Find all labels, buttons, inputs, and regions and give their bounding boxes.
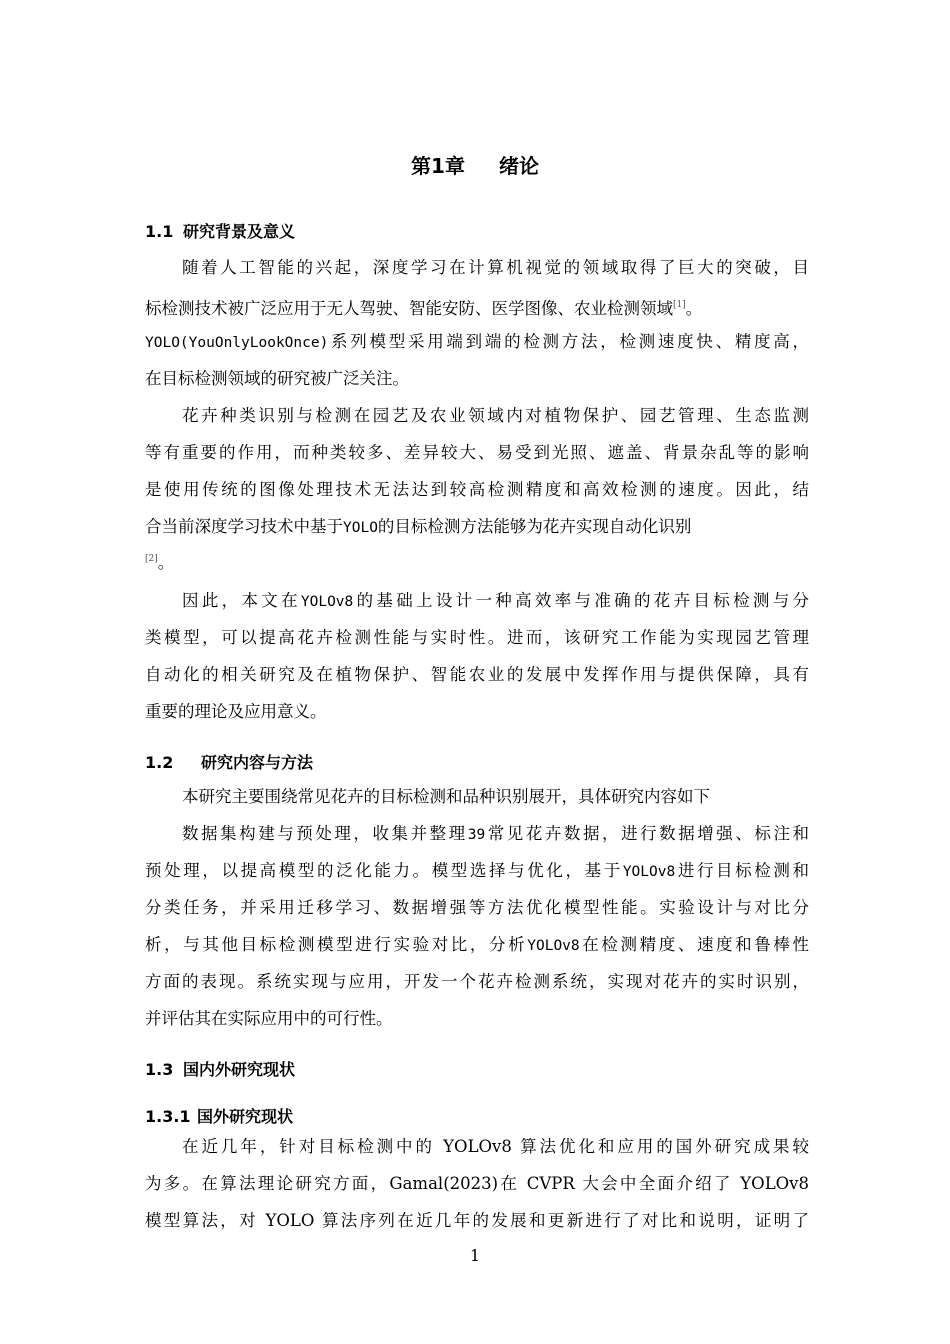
paragraph-line: 等有重要的作用，而种类较多、差异较大、易受到光照、遮盖、背景杂乱等的影响 xyxy=(145,443,809,462)
paragraph-line: 方面的表现。系统实现与应用，开发一个花卉检测系统，实现对花卉的实时识别， xyxy=(145,972,809,991)
citation-ref[interactable]: [1] xyxy=(673,300,686,310)
paragraph-line: 在目标检测领域的研究被广泛关注。 xyxy=(145,369,409,388)
paragraph-line: 因此，本文在YOLOv8的基础上设计一种高效率与准确的花卉目标检测与分 xyxy=(182,591,809,610)
paragraph-line: YOLO(YouOnlyLookOnce)系列模型采用端到端的检测方法，检测速度快、精度高， xyxy=(145,332,809,351)
paragraph-line: 花卉种类识别与检测在园艺及农业领域内对植物保护、园艺管理、生态监测 xyxy=(182,406,809,425)
paragraph-line: [2]。 xyxy=(145,553,175,572)
paragraph-line: 预处理，以提高模型的泛化能力。模型选择与优化，基于YOLOv8进行目标检测和 xyxy=(145,861,809,880)
paragraph-line: 析，与其他目标检测模型进行实验对比，分析YOLOv8在检测精度、速度和鲁棒性 xyxy=(145,935,809,954)
paragraph-line: 并评估其在实际应用中的可行性。 xyxy=(145,1009,393,1028)
paragraph-line: 自动化的相关研究及在植物保护、智能农业的发展中发挥作用与提供保障，具有 xyxy=(145,665,809,684)
page-number: 1 xyxy=(469,1246,481,1265)
paragraph-line: 随着人工智能的兴起，深度学习在计算机视觉的领域取得了巨大的突破，目 xyxy=(182,258,809,277)
paragraph-line: 在近几年，针对目标检测中的 YOLOv8 算法优化和应用的国外研究成果较 xyxy=(182,1137,809,1156)
section-heading-1-3-1: 1.3.1 国外研究现状 xyxy=(145,1107,294,1126)
paragraph-line: 标检测技术被广泛应用于无人驾驶、智能安防、医学图像、农业检测领域[1]。 xyxy=(145,299,703,318)
chapter-number: 第1章 xyxy=(411,154,465,178)
chapter-heading xyxy=(0,150,950,179)
paragraph-line: 合当前深度学习技术中基于YOLO的目标检测方法能够为花卉实现自动化识别 xyxy=(145,517,692,536)
paragraph-line: 类模型，可以提高花卉检测性能与实时性。进而，该研究工作能为实现园艺管理 xyxy=(145,628,809,647)
paragraph-line: 数据集构建与预处理，收集并整理39常见花卉数据，进行数据增强、标注和 xyxy=(182,824,809,843)
paragraph-line: 分类任务，并采用迁移学习、数据增强等方法优化模型性能。实验设计与对比分 xyxy=(145,898,809,917)
chapter-title: 绪论 xyxy=(498,154,539,178)
section-heading-1-1: 1.1 研究背景及意义 xyxy=(145,222,296,241)
paragraph-line: 是使用传统的图像处理技术无法达到较高检测精度和高效检测的速度。因此，结 xyxy=(145,480,809,499)
section-heading-1-2: 1.2 研究内容与方法 xyxy=(145,753,314,772)
paragraph-line: 本研究主要围绕常见花卉的目标检测和品种识别展开，具体研究内容如下 xyxy=(182,787,710,806)
section-heading-1-3: 1.3 国内外研究现状 xyxy=(145,1060,296,1079)
citation-ref[interactable]: [2] xyxy=(145,554,158,564)
paragraph-line: 为多。在算法理论研究方面，Gamal(2023)在 CVPR 大会中全面介绍了 YOLOv8 xyxy=(145,1174,809,1193)
paragraph-line: 模型算法，对 YOLO 算法序列在近几年的发展和更新进行了对比和说明，证明了 xyxy=(145,1211,809,1230)
paragraph-line: 重要的理论及应用意义。 xyxy=(145,702,327,721)
